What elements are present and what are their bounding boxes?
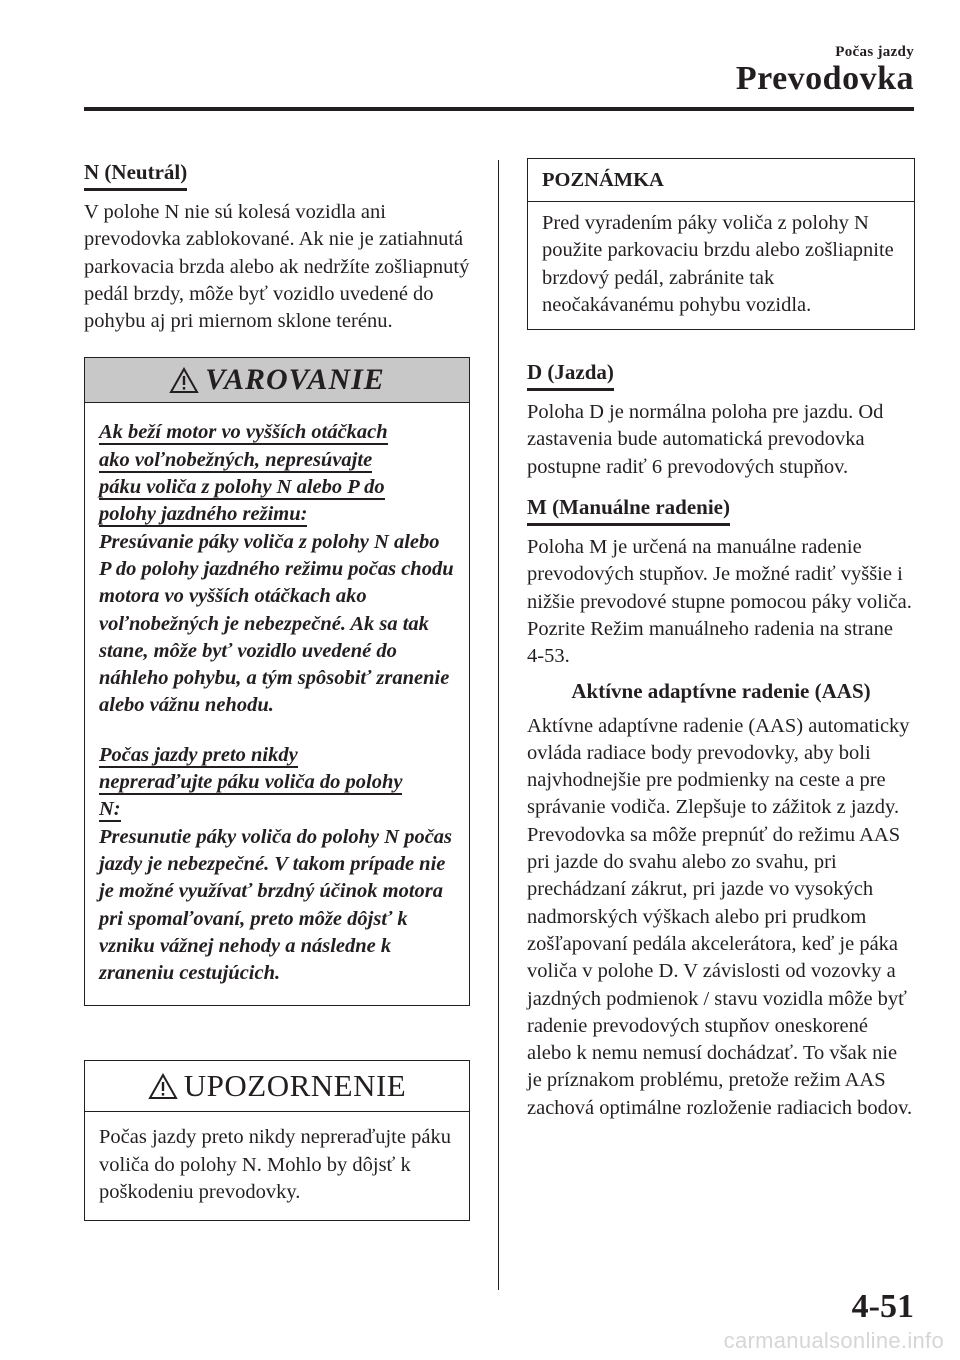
warning-box (84, 357, 470, 1006)
warning-triangle-icon (169, 367, 199, 394)
running-header-title: Prevodovka (735, 60, 914, 97)
warning-item2-text: Presunutie páky voliča do polohy N počas jazdy je nebezpečné. V takom prípade nie je možné využívať brzdný účinok motora pri spomaľovaní, preto môže dôjsť k vzniku vážnej nehody a následne k zraneniu cestujúcich. (99, 825, 453, 985)
page-number: 4-51 (851, 1288, 914, 1325)
note-box (527, 158, 915, 330)
note-title: POZNÁMKA (528, 159, 914, 202)
warning-item1-heading-line: páku voliča z polohy N alebo P do (99, 476, 385, 499)
left-column (84, 158, 470, 1221)
note-body (528, 202, 914, 329)
caution-title: UPOZORNENIE (183, 1068, 407, 1104)
manual-heading: M (Manuálne radenie) (527, 493, 730, 526)
caution-triangle-icon (148, 1073, 178, 1100)
caution-text: Počas jazdy preto nikdy nepreraďujte páku voliča do polohy N. Mohlo by dôjsť k poškodeniu prevodovky. (99, 1126, 451, 1204)
warning-item2-heading-line: N: (99, 798, 121, 821)
running-header-section: Počas jazdy (835, 44, 914, 60)
warning-item2-heading-line: nepreraďujte páku voliča do polohy (99, 771, 403, 794)
warning-item2-heading-line: Počas jazdy preto nikdy (99, 743, 298, 766)
aas-text: Aktívne adaptívne radenie (AAS) automaticky ovláda radiace body prevodovky, aby boli najvhodnejšie pre podmienky na ceste a pre správanie vodiča. Zlepšuje to zážitok z jazdy. Prevodovka sa môže prepnúť do režimu AAS pri jazde do svahu alebo zo svahu, pri prechádzaní zákrut, pri jazde vo vysokých nadmorských výškach alebo pri prudkom zošľapovaní pedála akcelerátora, keď je páka voliča v polohe D. V závislosti od vozovky a jazdných podmienok / stavu vozidla môže byť radenie prevodových stupňov oneskorené alebo k nemu nemusí dochádzať. To však nie je príznakom problému, pretože režim AAS zachová optimálne rozloženie radiacich bodov. (527, 714, 913, 1119)
warning-item1-heading-line: Ak beží motor vo vyšších otáčkach (99, 421, 388, 444)
warning-item2-heading (99, 742, 455, 824)
manual-text: Poloha M je určená na manuálne radenie prevodových stupňov. Je možné radiť vyššie i nižšie prevodové stupne pomocou páky voliča. Pozrite Režim manuálneho radenia na strane 4-53. (527, 536, 912, 668)
caution-box (84, 1060, 470, 1221)
drive-heading: D (Jazda) (527, 358, 614, 391)
warning-item1-heading (99, 419, 455, 528)
caution-header (85, 1061, 469, 1112)
right-column (527, 158, 915, 1122)
note-text: Pred vyradením páky voliča z polohy N použite parkovaciu brzdu alebo zošliapnite brzdový pedál, zabránite tak neočakávanému pohybu vozidla. (542, 212, 894, 316)
neutral-text: V polohe N nie sú kolesá vozidla ani prevodovka zablokované. Ak nie je zatiahnutá parkovacia brzda alebo ak nedržíte zošliapnutý pedál brzdy, môže byť vozidlo uvedené do pohybu aj pri miernom sklone terénu. (84, 201, 470, 333)
warning-title: VAROVANIE (205, 363, 385, 397)
neutral-heading: N (Neutrál) (84, 158, 187, 191)
caution-body (85, 1112, 469, 1220)
warning-item1-heading-line: ako voľnobežných, nepresúvajte (99, 448, 373, 471)
header-rule (84, 107, 914, 111)
warning-item1-heading-line: polohy jazdného režimu: (99, 503, 308, 526)
warning-header (85, 358, 469, 403)
column-divider (498, 160, 499, 1290)
aas-heading: Aktívne adaptívne radenie (AAS) (571, 678, 871, 703)
watermark: carmanualsonline.info (723, 1328, 944, 1353)
drive-text: Poloha D je normálna poloha pre jazdu. Od zastavenia bude automatická prevodovka postupne radiť 6 prevodových stupňov. (527, 401, 884, 478)
warning-body (85, 403, 469, 1005)
warning-item1-text: Presúvanie páky voliča z polohy N alebo P do polohy jazdného režimu počas chodu motora vo vyšších otáčkach ako voľnobežných je nebezpečné. Ak sa tak stane, môže byť vozidlo uvedené do náhleho pohybu, a tým spôsobiť zranenie alebo vážnu nehodu. (99, 530, 454, 717)
